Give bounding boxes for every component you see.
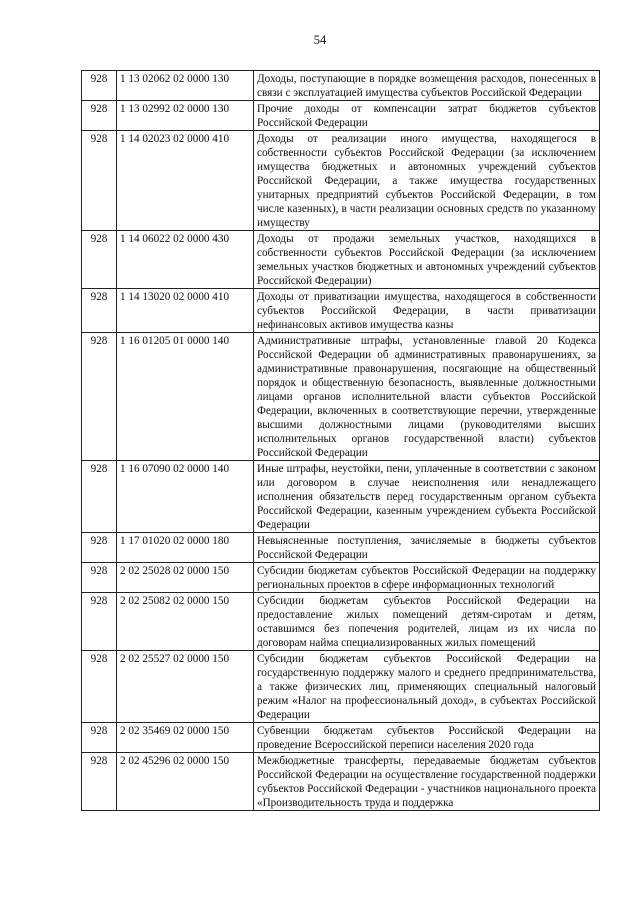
description-cell: Межбюджетные трансферты, передаваемые бюджетам субъектов Российской Федерации на осуществление государственной поддержки субъектов Российской Федерации - участников национального проекта «Производительность труда и поддержка <box>254 753 600 811</box>
description-cell: Субсидии бюджетам субъектов Российской Федерации на поддержку региональных проектов в сфере информационных технологий <box>254 563 600 593</box>
table-row <box>82 533 600 563</box>
admin-code-cell: 928 <box>82 563 117 593</box>
description-cell: Невыясненные поступления, зачисляемые в бюджеты субъектов Российской Федерации <box>254 533 600 563</box>
revenue-codes-table <box>81 70 600 811</box>
revenue-code-cell: 2 02 45296 02 0000 150 <box>117 753 254 811</box>
admin-code-cell: 928 <box>82 101 117 131</box>
admin-code-cell: 928 <box>82 333 117 461</box>
admin-code-cell: 928 <box>82 593 117 651</box>
revenue-code-cell: 1 13 02992 02 0000 130 <box>117 101 254 131</box>
table-row <box>82 333 600 461</box>
revenue-code-cell: 2 02 25527 02 0000 150 <box>117 651 254 723</box>
table-row <box>82 723 600 753</box>
description-cell: Субсидии бюджетам субъектов Российской Федерации на предоставление жилых помещений детям-сиротам и детям, оставшимся без попечения родителей, лицам из их числа по договорам найма специализированных жилых помещений <box>254 593 600 651</box>
table-row <box>82 289 600 333</box>
revenue-code-cell: 1 14 13020 02 0000 410 <box>117 289 254 333</box>
revenue-code-cell: 1 14 02023 02 0000 410 <box>117 131 254 231</box>
revenue-code-cell: 1 14 06022 02 0000 430 <box>117 231 254 289</box>
admin-code-cell: 928 <box>82 723 117 753</box>
description-cell: Субвенции бюджетам субъектов Российской Федерации на проведение Всероссийской переписи населения 2020 года <box>254 723 600 753</box>
admin-code-cell: 928 <box>82 231 117 289</box>
revenue-code-cell: 1 17 01020 02 0000 180 <box>117 533 254 563</box>
table-row <box>82 753 600 811</box>
revenue-code-cell: 1 13 02062 02 0000 130 <box>117 71 254 101</box>
admin-code-cell: 928 <box>82 289 117 333</box>
description-cell: Субсидии бюджетам субъектов Российской Федерации на государственную поддержку малого и среднего предпринимательства, а также физических лиц, применяющих специальный налоговый режим «Налог на профессиональный доход», в субъектах Российской Федерации <box>254 651 600 723</box>
revenue-code-cell: 2 02 35469 02 0000 150 <box>117 723 254 753</box>
admin-code-cell: 928 <box>82 71 117 101</box>
admin-code-cell: 928 <box>82 651 117 723</box>
table-row <box>82 131 600 231</box>
table-row <box>82 593 600 651</box>
description-cell: Доходы от приватизации имущества, находящегося в собственности субъектов Российской Федерации, в части приватизации нефинансовых активов имущества казны <box>254 289 600 333</box>
description-cell: Административные штрафы, установленные главой 20 Кодекса Российской Федерации об административных правонарушениях, за административные правонарушения, посягающие на общественный порядок и общественную безопасность, выявленные должностными лицами органов исполнительной власти субъектов Российской Федерации, включенных в соответствующие перечни, утвержденные высшими должностными лицами (руководителями высших исполнительных органов государственной власти) субъектов Российской Федерации <box>254 333 600 461</box>
description-cell: Иные штрафы, неустойки, пени, уплаченные в соответствии с законом или договором в случае неисполнения или ненадлежащего исполнения обязательств перед государственным органом субъекта Российской Федерации, казенным учреждением субъекта Российской Федерации <box>254 461 600 533</box>
description-cell: Доходы от реализации иного имущества, находящегося в собственности субъектов Российской Федерации (за исключением имущества бюджетных и автономных учреждений субъектов Российской Федерации, а также имущества государственных унитарных предприятий субъектов Российской Федерации, в том числе казенных), в части реализации основных средств по указанному имуществу <box>254 131 600 231</box>
page-number: 54 <box>313 33 327 47</box>
admin-code-cell: 928 <box>82 533 117 563</box>
description-cell: Доходы от продажи земельных участков, находящихся в собственности субъектов Российской Федерации (за исключением земельных участков бюджетных и автономных учреждений субъектов Российской Федерации) <box>254 231 600 289</box>
description-cell: Прочие доходы от компенсации затрат бюджетов субъектов Российской Федерации <box>254 101 600 131</box>
admin-code-cell: 928 <box>82 461 117 533</box>
table-row <box>82 101 600 131</box>
table-row <box>82 71 600 101</box>
admin-code-cell: 928 <box>82 753 117 811</box>
table-row <box>82 563 600 593</box>
table-row <box>82 651 600 723</box>
revenue-code-cell: 2 02 25082 02 0000 150 <box>117 593 254 651</box>
table-row <box>82 461 600 533</box>
revenue-code-cell: 1 16 01205 01 0000 140 <box>117 333 254 461</box>
description-cell: Доходы, поступающие в порядке возмещения расходов, понесенных в связи с эксплуатацией имущества субъектов Российской Федерации <box>254 71 600 101</box>
table-row <box>82 231 600 289</box>
admin-code-cell: 928 <box>82 131 117 231</box>
revenue-codes-body <box>82 71 600 811</box>
revenue-code-cell: 2 02 25028 02 0000 150 <box>117 563 254 593</box>
revenue-code-cell: 1 16 07090 02 0000 140 <box>117 461 254 533</box>
